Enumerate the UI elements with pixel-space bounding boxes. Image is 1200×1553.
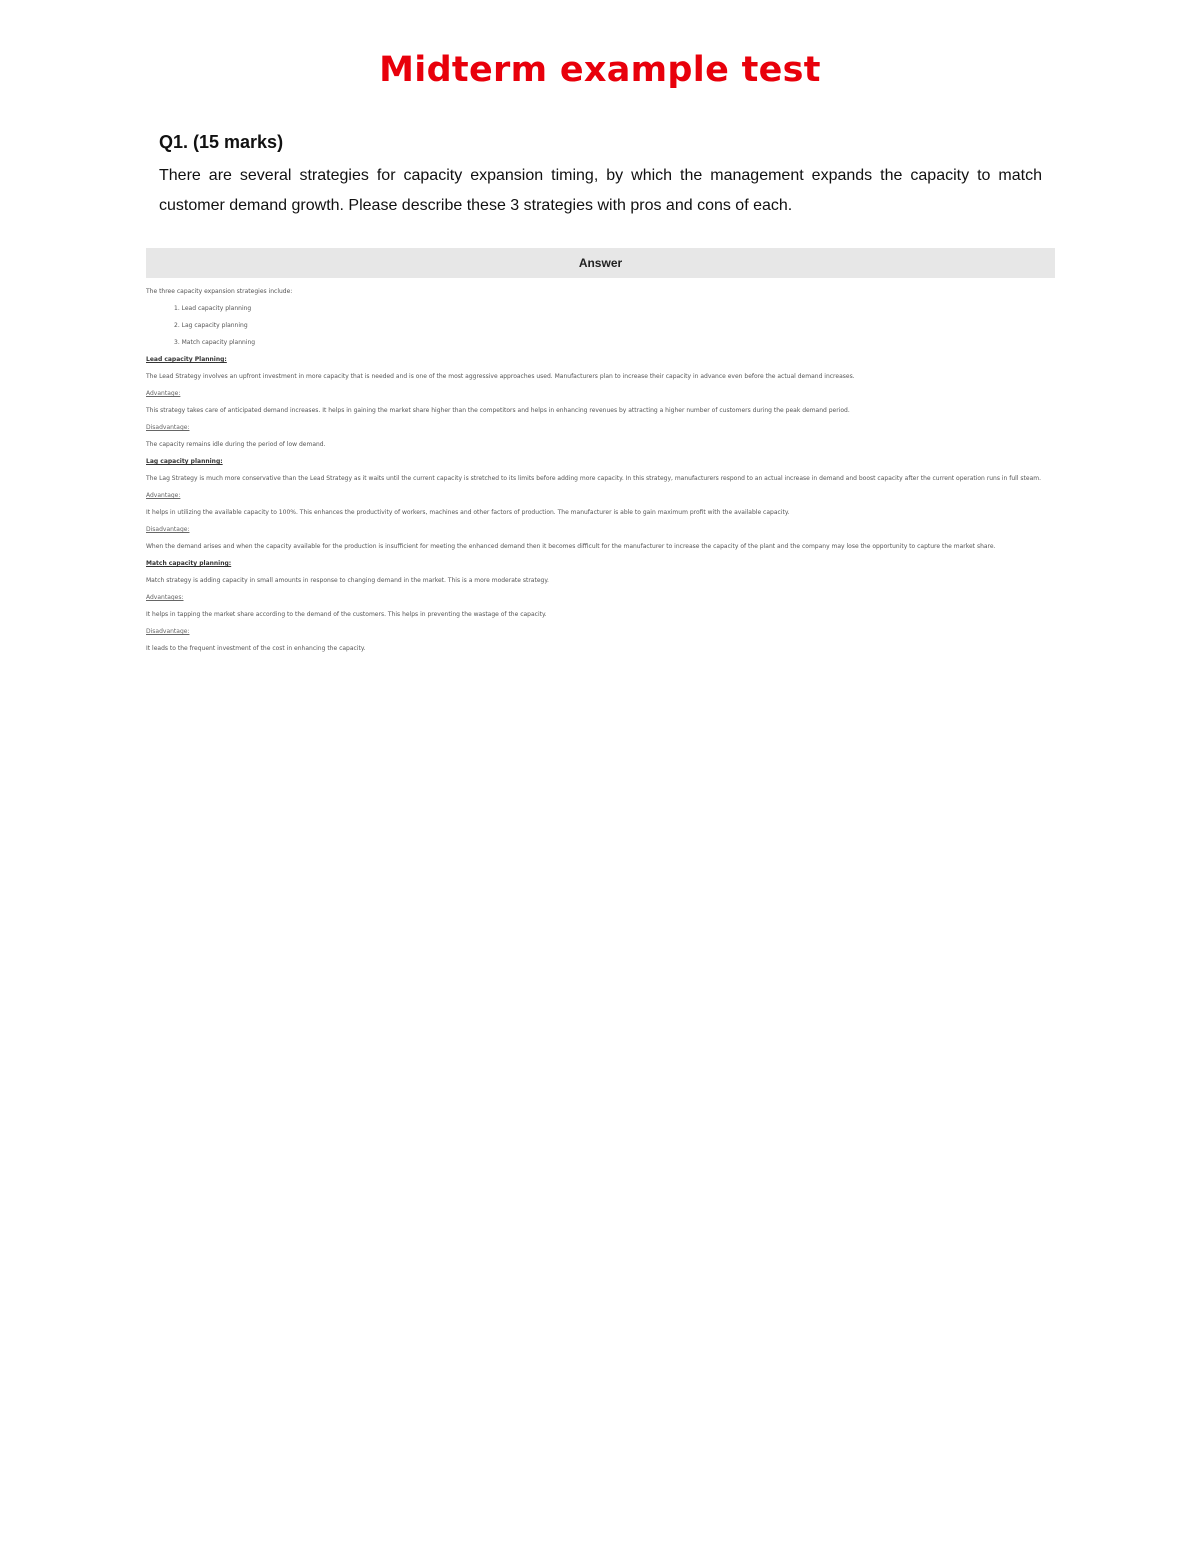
list-item: 1. Lead capacity planning	[174, 305, 252, 312]
lead-disadvantage-label: Disadvantage:	[146, 424, 190, 431]
question-block	[159, 132, 1042, 221]
match-disadvantage-label: Disadvantage:	[146, 628, 190, 635]
match-description: Match strategy is adding capacity in small amounts in response to changing demand in the market. This is a more moderate strategy.	[146, 577, 549, 584]
lag-heading: Lag capacity planning:	[146, 458, 223, 465]
match-disadvantage: It leads to the frequent investment of the cost in enhancing the capacity.	[146, 645, 366, 652]
match-advantage: It helps in tapping the market share according to the demand of the customers. This helps in preventing the wastage of the capacity.	[146, 611, 547, 618]
match-heading: Match capacity planning:	[146, 560, 232, 567]
question-text: There are several strategies for capacity expansion timing, by which the management expands the capacity to match customer demand growth. Please describe these 3 strategies with pros and cons of each.	[159, 167, 1042, 214]
lag-advantage: It helps in utilizing the available capacity to 100%. This enhances the productivity of workers, machines and other factors of production. The manufacturer is able to gain maximum profit with the available capacity.	[146, 509, 790, 516]
document-title: Midterm example test	[379, 50, 821, 90]
lead-description: The Lead Strategy involves an upfront investment in more capacity that is needed and is one of the most aggressive approaches used. Manufacturers plan to increase their capacity in advance even before the actual demand increases.	[146, 373, 855, 380]
lead-heading: Lead capacity Planning:	[146, 356, 227, 363]
answer-body	[146, 288, 1055, 662]
lag-description: The Lag Strategy is much more conservative than the Lead Strategy as it waits until the current capacity is stretched to its limits before adding more capacity. In this strategy, manufacturers respond to an actual increase in demand and boost capacity after the current operation runs in full steam.	[146, 475, 1042, 482]
lag-disadvantage-label: Disadvantage:	[146, 526, 190, 533]
lag-advantage-label: Advantage:	[146, 492, 181, 499]
match-advantage-label: Advantages:	[146, 594, 184, 601]
question-heading: Q1. (15 marks)	[159, 132, 284, 152]
answer-header-label: Answer	[578, 256, 623, 270]
answer-header	[146, 248, 1055, 278]
answer-intro: The three capacity expansion strategies include:	[146, 288, 293, 295]
list-item: 3. Match capacity planning	[174, 339, 256, 346]
lead-disadvantage: The capacity remains idle during the period of low demand.	[146, 441, 326, 448]
lead-advantage: This strategy takes care of anticipated demand increases. It helps in gaining the market share higher than the competitors and helps in enhancing revenues by attracting a higher number of customers during the peak demand period.	[146, 407, 850, 414]
list-item: 2. Lag capacity planning	[174, 322, 248, 329]
lag-disadvantage: When the demand arises and when the capacity available for the production is insufficient for meeting the enhanced demand then it becomes difficult for the manufacturer to increase the capacity of the plant and the company may lose the opportunity to capture the market share.	[146, 543, 996, 550]
lead-advantage-label: Advantage:	[146, 390, 181, 397]
